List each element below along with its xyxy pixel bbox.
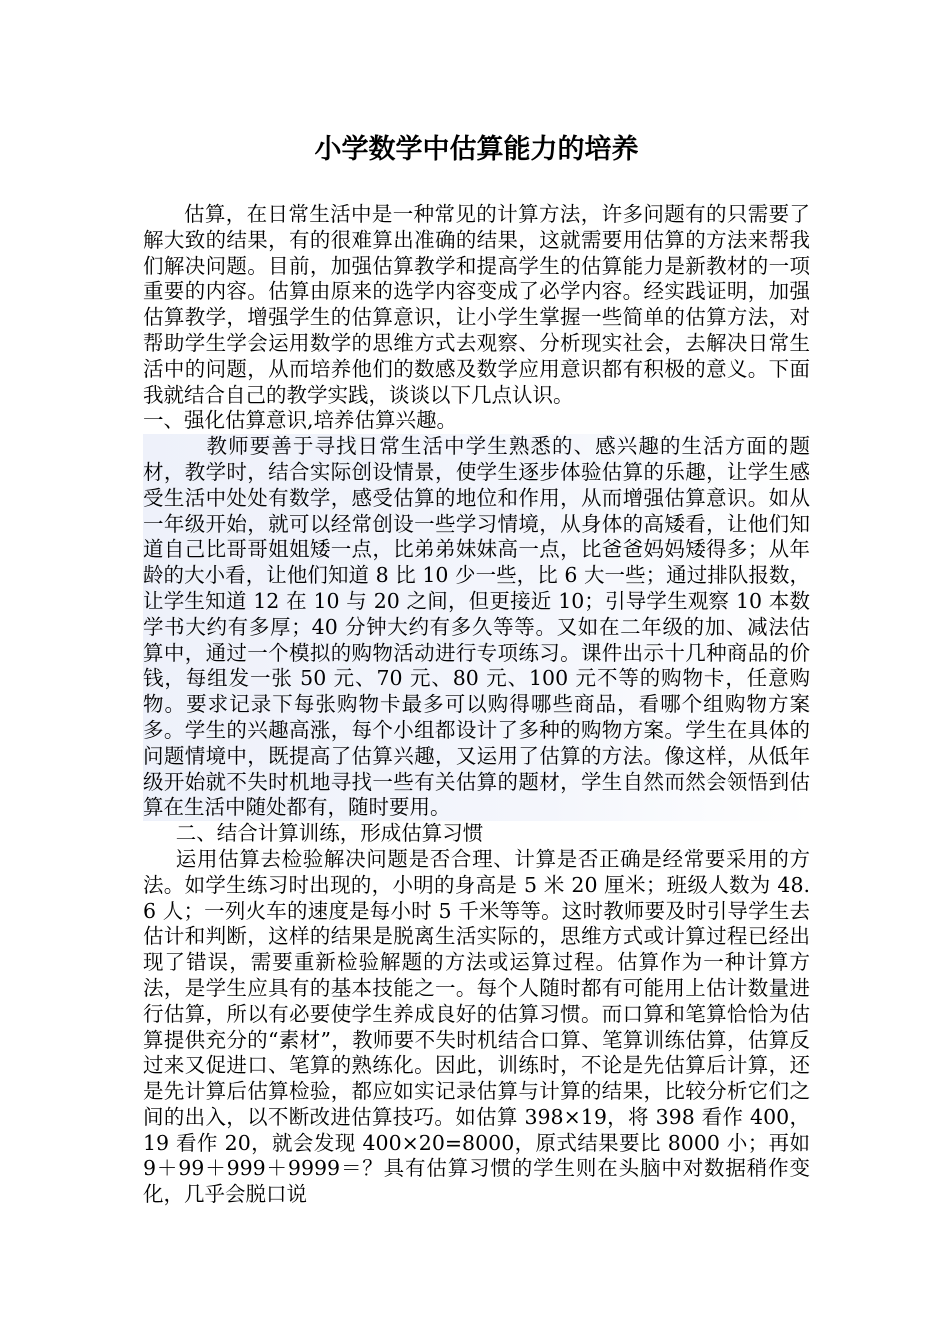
section-heading-2: 二、结合计算训练，形成估算习惯 [175,821,484,846]
section-2-paragraph: 运用估算去检验解决问题是否合理、计算是否正确是经常要采用的方法。如学生练习时出现的，小明的身高是 5 米 20 厘米；班级人数为 48.6 人；一列火车的速度是每小时 5 千米等等。这时教师要及时引导学生去估计和判断，这样的结果是脱离生活实际的，思维方式或计算过程已经出现了错误，需要重新检验解题的方法或运算过程。估算作为一种计算方法，是学生应具有的基本技能之一。每个人随时都有可能用上估计数量进行估算，所以有必要使学生养成良好的估算习惯。而口算和笔算恰恰为估算提供充分的“素材”，教师要不失时机结合口算、笔算训练估算，估算反过来又促进口、笔算的熟练化。因此，训练时，不论是先估算后计算，还是先计算后估算检验，都应如实记录估算与计算的结果，比较分析它们之间的出入，以不断改进估算技巧。如估算 398×19，将 398 看作 400，19 看作 20，就会发现 400×20=8000，原式结果要比 8000 小；再如 9＋99＋999＋9999＝？具有估算习惯的学生则在头脑中对数据稍作变化，几乎会脱口说 [143,846,810,1207]
section-heading-1: 一、强化估算意识,培养估算兴趣。 [143,408,458,433]
intro-paragraph: 估算，在日常生活中是一种常见的计算方法，许多问题有的只需要了解大致的结果，有的很难算出准确的结果，这就需要用估算的方法来帮我们解决问题。目前，加强估算教学和提高学生的估算能力是新教材的一项重要的内容。估算由原来的选学内容变成了必学内容。经实践证明，加强估算教学，增强学生的估算意识，让小学生掌握一些简单的估算方法，对帮助学生学会运用数学的思维方式去观察、分析现实社会，去解决日常生活中的问题，从而培养他们的数感及数学应用意识都有积极的意义。下面我就结合自己的教学实践，谈谈以下几点认识。 [143,202,810,407]
section-1-paragraph: 教师要善于寻找日常生活中学生熟悉的、感兴趣的生活方面的题材，教学时，结合实际创设情景，使学生逐步体验估算的乐趣，让学生感受生活中处处有数学，感受估算的地位和作用，从而增强估算意识。如从一年级开始，就可以经常创设一些学习情境，从身体的高矮看，让他们知道自己比哥哥姐姐矮一点，比弟弟妹妹高一点，比爸爸妈妈矮得多；从年龄的大小看，让他们知道 8 比 10 少一些，比 6 大一些；通过排队报数，让学生知道 12 在 10 与 20 之间，但更接近 10；引导学生观察 10 本数学书大约有多厚；40 分钟大约有多久等等。又如在二年级的加、减法估算中，通过一个模拟的购物活动进行专项练习。课件出示十几种商品的价钱，每组发一张 50 元、70 元、80 元、100 元不等的购物卡，任意购物。要求记录下每张购物卡最多可以购得哪些商品，看哪个组购物方案多。学生的兴趣高涨，每个小组都设计了多种的购物方案。学生在具体的问题情境中，既提高了估算兴趣，又运用了估算的方法。像这样，从低年级开始就不失时机地寻找一些有关估算的题材，学生自然而然会领悟到估算在生活中随处都有，随时要用。 [143,434,810,820]
document-title: 小学数学中估算能力的培养 [314,134,639,165]
